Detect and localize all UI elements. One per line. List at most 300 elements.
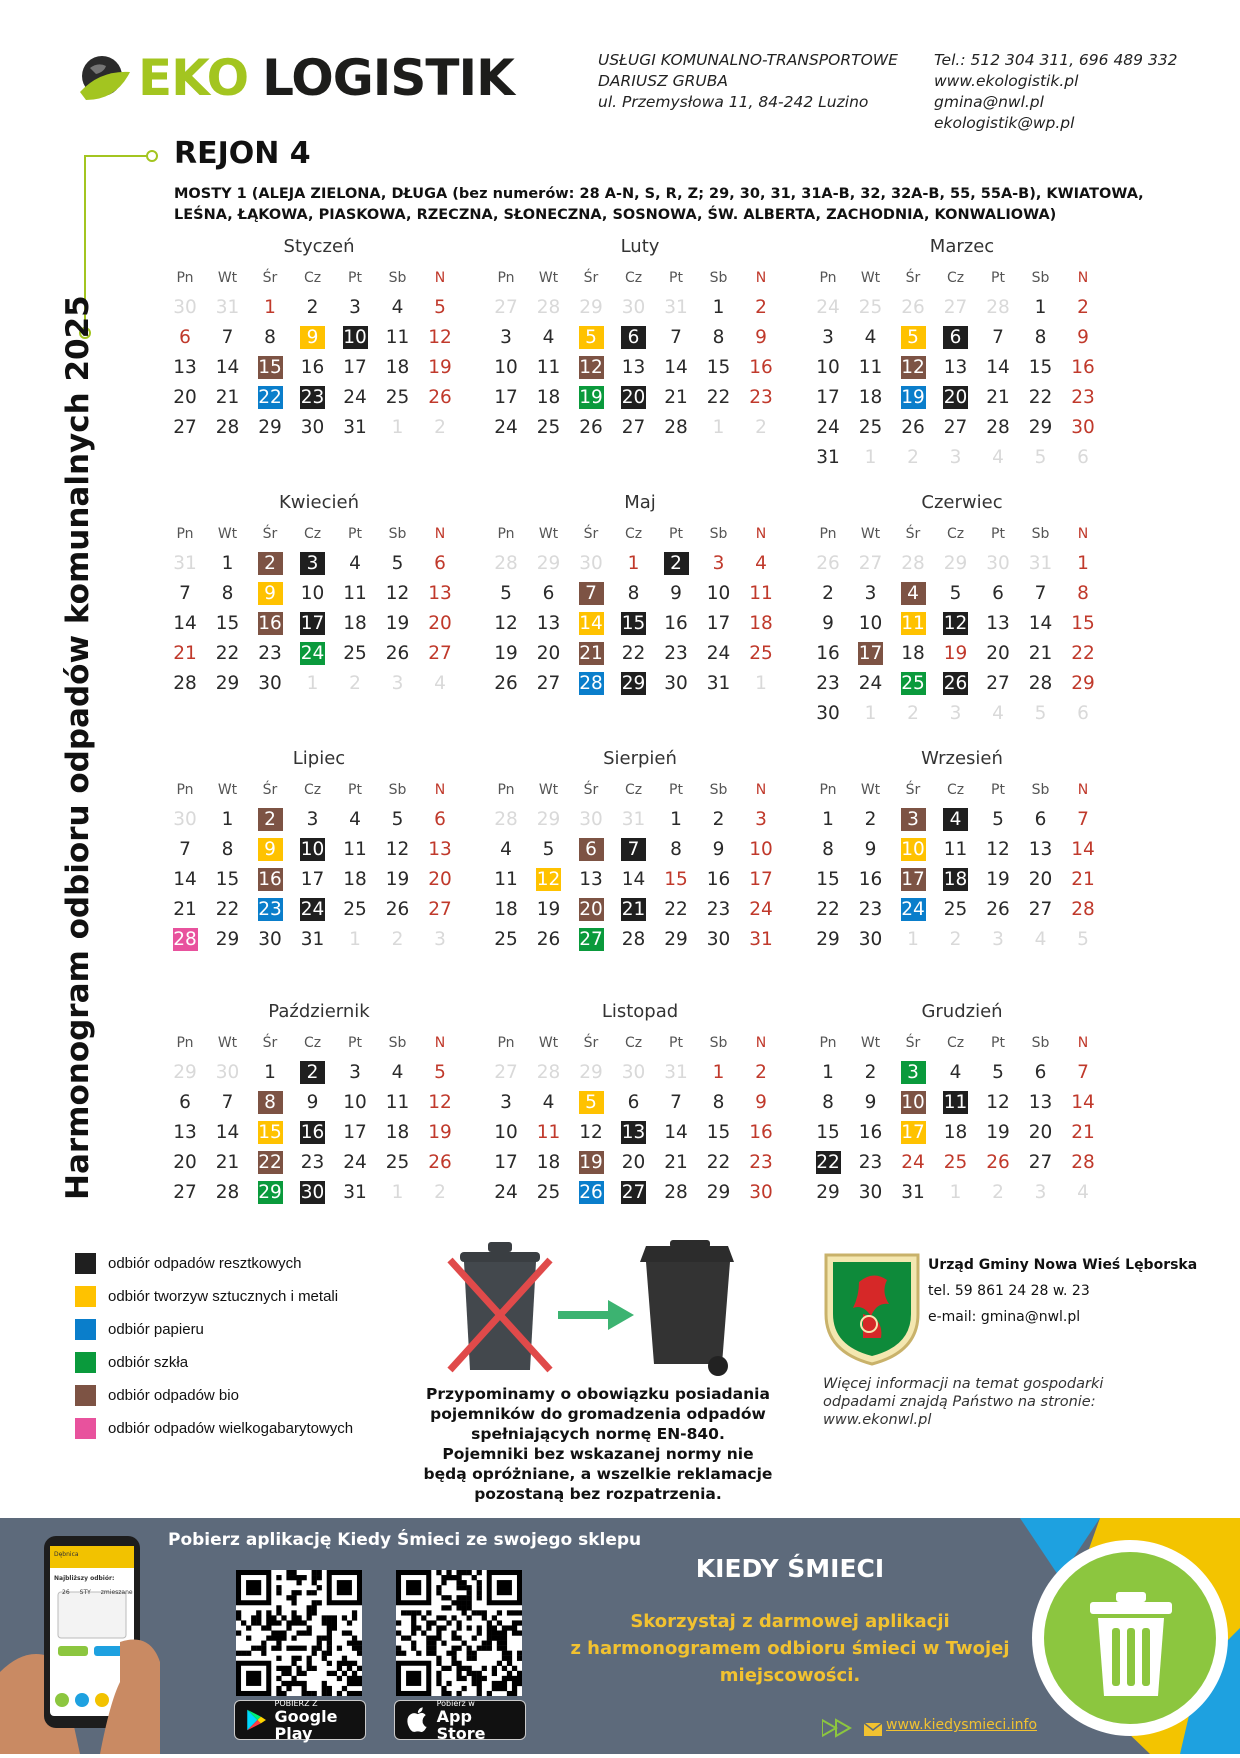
- calendar-day: 14: [1071, 1092, 1095, 1113]
- calendar-day: 13: [986, 613, 1010, 634]
- calendar-day: 20: [1028, 1122, 1053, 1143]
- pickup-marker: 6: [579, 838, 604, 861]
- app-store-button[interactable]: [394, 1698, 526, 1743]
- kiedy-smieci-title: KIEDY ŚMIECI: [695, 1554, 885, 1583]
- calendar-day-outside: 2: [992, 1182, 1004, 1203]
- weekday-header: Pn: [819, 270, 837, 286]
- calendar-day: 16: [1071, 357, 1095, 378]
- calendar-day: 18: [385, 357, 410, 378]
- calendar-day: [570, 354, 612, 382]
- calendar-day: 30: [816, 703, 840, 724]
- pickup-marker: 21: [579, 643, 603, 664]
- phone-next-label: Najbliższy odbiór:: [54, 1575, 115, 1582]
- pickup-marker: 15: [621, 613, 646, 634]
- vertical-title: Harmonogram odbioru odpadów komunalnych 2025: [60, 295, 96, 1200]
- calendar-day: [249, 896, 291, 924]
- pickup-marker: 5: [901, 326, 926, 349]
- calendar-day: 11: [749, 583, 773, 604]
- qr-code-app-store[interactable]: [396, 1570, 522, 1696]
- legend-swatch: [75, 1286, 96, 1307]
- pickup-marker: 9: [258, 582, 283, 605]
- calendar-day-outside: 3: [949, 447, 962, 468]
- bins-notice-line: Pojemniki bez wskazanej normy nie: [442, 1445, 754, 1463]
- calendar-day: 29: [258, 417, 282, 438]
- weekday-header: Sb: [709, 526, 728, 542]
- calendar-day: [570, 610, 612, 638]
- calendar-day: [249, 1149, 291, 1177]
- pickup-marker: 23: [258, 899, 282, 920]
- pickup-marker: 10: [343, 327, 367, 348]
- month-title: Sierpień: [603, 748, 677, 769]
- calendar-day: 24: [858, 673, 883, 694]
- calendar-day: 2: [306, 297, 319, 318]
- calendar-day: 4: [542, 327, 555, 348]
- pickup-marker: 2: [258, 808, 283, 831]
- calendar-day: 28: [1071, 1152, 1095, 1173]
- calendar-day: [570, 670, 612, 698]
- calendar-day: 13: [536, 613, 561, 634]
- new-bin-icon: [640, 1236, 740, 1382]
- calendar-day-outside: 5: [1034, 703, 1047, 724]
- calendar-day-outside: 2: [434, 417, 446, 438]
- calendar-day: 7: [670, 327, 682, 348]
- calendar-day: 5: [391, 553, 404, 574]
- office-email[interactable]: e-mail: gmina@nwl.pl: [928, 1309, 1081, 1325]
- weekday-header: N: [434, 526, 446, 542]
- weekday-header: Wt: [860, 782, 881, 798]
- weekday-header: Pt: [991, 1035, 1005, 1051]
- calendar-day: 12: [428, 327, 452, 348]
- calendar-day: 1: [712, 1062, 725, 1083]
- calendar-day: 23: [749, 1152, 773, 1173]
- pickup-marker: 2: [664, 552, 689, 575]
- bins-notice-line: Przypominamy o obowiązku posiadania: [426, 1385, 770, 1403]
- calendar-day-outside: 30: [215, 1062, 240, 1083]
- calendar-day: 19: [494, 643, 518, 664]
- calendar-day: 5: [992, 1062, 1004, 1083]
- calendar-day: 5: [434, 297, 446, 318]
- month-title: Wrzesień: [921, 748, 1003, 769]
- calendar-day: 26: [385, 643, 410, 664]
- calendar-day: 30: [258, 673, 282, 694]
- calendar-day: 5: [434, 1062, 446, 1083]
- pickup-marker: 29: [258, 1182, 282, 1203]
- calendar-day: [935, 384, 977, 412]
- weekday-header: Cz: [303, 782, 322, 798]
- company-line: DARIUSZ GRUBA: [598, 72, 728, 90]
- pickup-marker: 8: [258, 1091, 283, 1114]
- phone-app-name: Dębnica: [54, 1551, 79, 1558]
- calendar-day: [935, 670, 977, 698]
- calendar-day: 14: [215, 357, 240, 378]
- calendar-day: 19: [986, 869, 1010, 890]
- calendar-day: 13: [621, 357, 646, 378]
- pickup-marker: 17: [901, 869, 925, 890]
- calendar-day: 9: [822, 613, 834, 634]
- weekday-header: Pt: [991, 526, 1005, 542]
- contact-email[interactable]: gmina@nwl.pl: [934, 93, 1044, 111]
- calendar-day: 22: [215, 899, 240, 920]
- company-address: [598, 50, 898, 113]
- calendar-day: 19: [428, 1122, 452, 1143]
- calendar-day: 9: [864, 1092, 877, 1113]
- company-logo: [76, 48, 514, 108]
- pickup-marker: 22: [258, 387, 282, 408]
- pickup-marker: 17: [901, 1122, 925, 1143]
- calendar-day: 31: [706, 673, 731, 694]
- calendar-day: 16: [858, 1122, 883, 1143]
- calendar-day: [892, 1089, 934, 1117]
- calendar-day: 21: [1028, 643, 1053, 664]
- calendar-day-outside: 30: [579, 809, 603, 830]
- calendar-day-outside: 29: [173, 1062, 197, 1083]
- pickup-marker: 13: [621, 1122, 646, 1143]
- pickup-marker: 11: [943, 1092, 968, 1113]
- calendar-day: 25: [943, 1152, 968, 1173]
- weekday-header: Pn: [176, 782, 194, 798]
- calendar-day: 21: [1071, 869, 1095, 890]
- calendar-day: 3: [500, 1092, 512, 1113]
- calendar-day: 4: [864, 327, 877, 348]
- weekday-header: Pn: [819, 526, 837, 542]
- calendar-day: 27: [536, 673, 561, 694]
- calendar-day: 28: [1071, 899, 1095, 920]
- calendar-day: 16: [858, 869, 883, 890]
- calendar-day: 6: [179, 327, 191, 348]
- calendar-day: 21: [215, 387, 240, 408]
- calendar-day: 2: [822, 583, 834, 604]
- calendar-day: 11: [494, 869, 518, 890]
- calendar-day: 3: [864, 583, 877, 604]
- contact-website[interactable]: www.ekologistik.pl: [934, 72, 1079, 90]
- calendar-day-outside: 29: [536, 809, 561, 830]
- calendar-day: 25: [343, 899, 367, 920]
- ks-desc-line: Skorzystaj z darmowej aplikacji: [630, 1611, 950, 1632]
- calendar-day: 10: [706, 583, 731, 604]
- calendar-day: 1: [221, 809, 234, 830]
- pickup-marker: 30: [300, 1182, 325, 1203]
- calendar-day: 5: [992, 809, 1004, 830]
- bins-notice: [418, 1384, 778, 1504]
- calendar-day: 30: [749, 1182, 773, 1203]
- calendar-day-outside: 25: [858, 297, 883, 318]
- calendar-day-outside: 31: [173, 553, 197, 574]
- pickup-marker: 27: [579, 929, 603, 950]
- calendar-day: 7: [670, 1092, 682, 1113]
- legend-label: odbiór papieru: [108, 1320, 204, 1338]
- calendar-day: [892, 1119, 934, 1147]
- calendar-day: 17: [816, 387, 840, 408]
- month-title: Czerwiec: [921, 492, 1003, 513]
- calendar-day: [892, 896, 934, 924]
- weekday-header: Cz: [946, 270, 965, 286]
- calendar-day: 1: [712, 297, 725, 318]
- calendar-day: 22: [706, 387, 731, 408]
- month-title: Marzec: [929, 236, 995, 257]
- calendar-day-outside: 1: [391, 417, 404, 438]
- calendar-day: 21: [664, 387, 688, 408]
- calendar-day: 26: [579, 417, 603, 438]
- calendar-day: 7: [1077, 1062, 1089, 1083]
- weekday-header: N: [755, 1035, 767, 1051]
- weekday-header: Pn: [819, 782, 837, 798]
- pickup-marker: 10: [300, 839, 325, 860]
- calendar-day: [892, 836, 934, 864]
- calendar-day: 23: [1071, 387, 1095, 408]
- calendar-day: 24: [901, 1152, 925, 1173]
- calendar-day: 1: [1034, 297, 1047, 318]
- calendar-day: 18: [749, 613, 773, 634]
- phone-pickup-type: zmieszane: [100, 1589, 133, 1596]
- legend: [75, 1248, 353, 1443]
- calendar-day: 15: [816, 869, 840, 890]
- pickup-marker: 24: [300, 643, 325, 664]
- calendar-day: 3: [755, 809, 767, 830]
- pickup-marker: 16: [258, 613, 282, 634]
- calendar-day: [292, 1119, 334, 1147]
- calendar-day: 17: [494, 1152, 518, 1173]
- calendar-day: 15: [664, 869, 688, 890]
- calendar-day-outside: 2: [391, 929, 404, 950]
- calendar-day: [892, 866, 934, 894]
- calendar-day: 23: [749, 387, 773, 408]
- apple-icon: [405, 1705, 431, 1735]
- legend-label: odbiór odpadów wielkogabarytowych: [108, 1419, 354, 1437]
- calendar-day: 24: [749, 899, 773, 920]
- calendar-day-outside: 28: [901, 553, 925, 574]
- calendar-day: 10: [300, 583, 325, 604]
- calendar-day: 10: [858, 613, 883, 634]
- calendar-day-outside: 27: [943, 297, 968, 318]
- calendar-day: 7: [221, 1092, 234, 1113]
- calendar-day: 19: [385, 869, 410, 890]
- pickup-marker: 16: [300, 1122, 325, 1143]
- calendar-day: [292, 324, 334, 352]
- calendar-day: 8: [1077, 583, 1089, 604]
- calendar-day: 7: [179, 839, 191, 860]
- calendar-day: 11: [943, 839, 968, 860]
- calendar-day-outside: 1: [349, 929, 361, 950]
- calendar-day: [570, 640, 612, 668]
- weekday-header: Cz: [624, 270, 643, 286]
- calendar-day: 23: [300, 1152, 325, 1173]
- calendar-day: [570, 324, 612, 352]
- calendar-day: 15: [706, 357, 731, 378]
- weekday-header: Śr: [905, 782, 921, 798]
- weekday-header: Śr: [262, 782, 278, 798]
- pickup-marker: 15: [258, 357, 282, 378]
- calendar-day: 13: [1028, 1092, 1053, 1113]
- calendar-day: 31: [816, 447, 840, 468]
- calendar-day-outside: 1: [306, 673, 319, 694]
- calendar-day: 2: [755, 1062, 767, 1083]
- pickup-marker: 15: [258, 1122, 282, 1143]
- calendar-day: 3: [500, 327, 512, 348]
- pickup-marker: 12: [536, 869, 561, 890]
- kiedy-smieci-link[interactable]: www.kiedysmieci.info: [886, 1717, 1038, 1733]
- pickup-marker: 22: [816, 1152, 840, 1173]
- calendar-day: 9: [755, 1092, 767, 1113]
- calendar-day: [570, 836, 612, 864]
- calendar-day: 11: [385, 327, 410, 348]
- calendar-day: 3: [349, 1062, 361, 1083]
- calendar-day: 22: [215, 643, 240, 664]
- calendar-day: 25: [536, 1182, 561, 1203]
- weekday-header: Sb: [1031, 526, 1050, 542]
- phone-next-pickup: [54, 1589, 133, 1597]
- calendar-day: 13: [1028, 839, 1053, 860]
- calendar-day: 16: [300, 357, 325, 378]
- calendar-day: 13: [173, 357, 197, 378]
- calendar-day: 22: [664, 899, 688, 920]
- weekday-header: Pn: [176, 270, 194, 286]
- calendar-day: 29: [664, 929, 688, 950]
- weekday-header: N: [1077, 1035, 1089, 1051]
- month-title: Grudzień: [921, 1001, 1003, 1022]
- pickup-marker: 12: [943, 613, 968, 634]
- weekday-header: Pt: [348, 526, 362, 542]
- calendar-day-outside: 30: [621, 297, 646, 318]
- weekday-header: Śr: [905, 1035, 921, 1051]
- calendar-day: 13: [943, 357, 968, 378]
- calendar-day: [892, 610, 934, 638]
- calendar-day: 26: [986, 899, 1010, 920]
- calendar-day: 7: [221, 327, 234, 348]
- calendar-day: 29: [816, 929, 840, 950]
- pickup-marker: 20: [579, 899, 603, 920]
- calendar-day-outside: 3: [949, 703, 962, 724]
- pickup-marker: 17: [858, 643, 883, 664]
- calendar-day: [292, 1059, 334, 1087]
- calendar-day: 20: [173, 1152, 197, 1173]
- calendar-day: 19: [943, 643, 968, 664]
- calendar-day: 29: [816, 1182, 840, 1203]
- calendar-day: 6: [1034, 809, 1047, 830]
- google-play-small: POBIERZ Z: [274, 1698, 318, 1708]
- calendar-day: 26: [428, 1152, 452, 1173]
- calendar-day: 1: [822, 809, 834, 830]
- calendar-day: 22: [1071, 643, 1095, 664]
- calendar-day: 18: [901, 643, 925, 664]
- month-title: Luty: [620, 236, 660, 257]
- phone-pickup-day: 26: [62, 1589, 70, 1596]
- calendar-day: 21: [173, 643, 197, 664]
- weekday-header: Pt: [669, 270, 683, 286]
- calendar-day: 24: [494, 417, 518, 438]
- calendar-day: [249, 866, 291, 894]
- weekday-header: Pn: [497, 782, 515, 798]
- pickup-marker: 22: [258, 1152, 282, 1173]
- calendar-day-outside: 28: [536, 1062, 561, 1083]
- calendar-day: 1: [1077, 553, 1089, 574]
- calendar-day: 26: [986, 1152, 1010, 1173]
- calendar-day: 7: [179, 583, 191, 604]
- weekday-header: N: [434, 1035, 446, 1051]
- calendar-day-outside: 31: [621, 809, 646, 830]
- pickup-marker: 11: [901, 613, 925, 634]
- calendar-day: 10: [494, 1122, 518, 1143]
- weekday-header: Pn: [497, 526, 515, 542]
- calendar-day: 8: [712, 327, 725, 348]
- calendar-day: 4: [949, 1062, 962, 1083]
- calendar-day: 30: [706, 929, 731, 950]
- contact-phone: Tel.: 512 304 311, 696 489 332: [934, 51, 1178, 69]
- calendar-day: 29: [1071, 673, 1095, 694]
- calendar-day-outside: 31: [664, 1062, 688, 1083]
- calendar-day: 1: [264, 297, 276, 318]
- calendar-day: 3: [822, 327, 834, 348]
- arrow-right-icon: [558, 1300, 634, 1334]
- calendar-day-outside: 30: [621, 1062, 646, 1083]
- legend-label: odbiór tworzyw sztucznych i metali: [108, 1287, 339, 1305]
- calendar-day: 10: [343, 1092, 367, 1113]
- pickup-marker: 26: [579, 1182, 603, 1203]
- calendar-day: [249, 1089, 291, 1117]
- weekday-header: Pt: [669, 1035, 683, 1051]
- month-title: Maj: [624, 492, 656, 513]
- legend-label: odbiór odpadów resztkowych: [108, 1254, 302, 1272]
- weekday-header: Wt: [217, 270, 238, 286]
- calendar-day: 6: [542, 583, 555, 604]
- google-play-button[interactable]: [234, 1698, 366, 1743]
- calendar-day-outside: 30: [173, 297, 197, 318]
- month-title: Styczeń: [283, 236, 355, 257]
- calendar-day: 5: [542, 839, 555, 860]
- calendar-day-outside: 5: [1034, 447, 1047, 468]
- calendar-day: 1: [670, 809, 682, 830]
- bins-notice-line: będą opróżniane, a wszelkie reklamacje: [423, 1465, 773, 1483]
- calendar-day: 4: [349, 809, 361, 830]
- weekday-header: Śr: [583, 270, 599, 286]
- calendar-day: 25: [749, 643, 773, 664]
- calendar-day: 15: [1028, 357, 1053, 378]
- calendar-day: [892, 354, 934, 382]
- calendar-day: 14: [1071, 839, 1095, 860]
- more-info-text: Więcej informacji na temat gospodarki odpadami znajdą Państwo na stronie: www.ekonwl.pl: [823, 1376, 1104, 1428]
- calendar-day: 10: [816, 357, 840, 378]
- calendar-day: [935, 806, 977, 834]
- calendar-day: 3: [349, 297, 361, 318]
- contact-email[interactable]: ekologistik@wp.pl: [934, 114, 1075, 132]
- calendar-day: 9: [864, 839, 877, 860]
- calendar-day: 11: [536, 357, 561, 378]
- calendar-day: [249, 354, 291, 382]
- calendar-day-outside: 26: [901, 297, 925, 318]
- weekday-header: N: [755, 782, 767, 798]
- calendar-day: [935, 610, 977, 638]
- pickup-marker: 20: [621, 387, 646, 408]
- calendar-day: [249, 806, 291, 834]
- weekday-header: Śr: [583, 526, 599, 542]
- calendar-day: [334, 324, 376, 352]
- calendar-day: 2: [864, 809, 877, 830]
- calendar-day: 8: [627, 583, 640, 604]
- weekday-header: Śr: [583, 782, 599, 798]
- legend-swatch: [75, 1253, 96, 1274]
- kiedy-smieci-description: [560, 1608, 1020, 1689]
- calendar-day-outside: 4: [992, 703, 1004, 724]
- qr-code-google-play[interactable]: [236, 1570, 362, 1696]
- app-store-small: Pobierz w: [436, 1698, 475, 1708]
- google-play-label: Google Play: [274, 1706, 338, 1743]
- weekday-header: Wt: [860, 270, 881, 286]
- calendar-day: 30: [858, 929, 883, 950]
- calendar-day-outside: 2: [949, 929, 962, 950]
- calendar-day: 5: [391, 809, 404, 830]
- month-title: Październik: [268, 1001, 370, 1022]
- calendar-day: 31: [343, 1182, 367, 1203]
- pickup-marker: 7: [579, 582, 604, 605]
